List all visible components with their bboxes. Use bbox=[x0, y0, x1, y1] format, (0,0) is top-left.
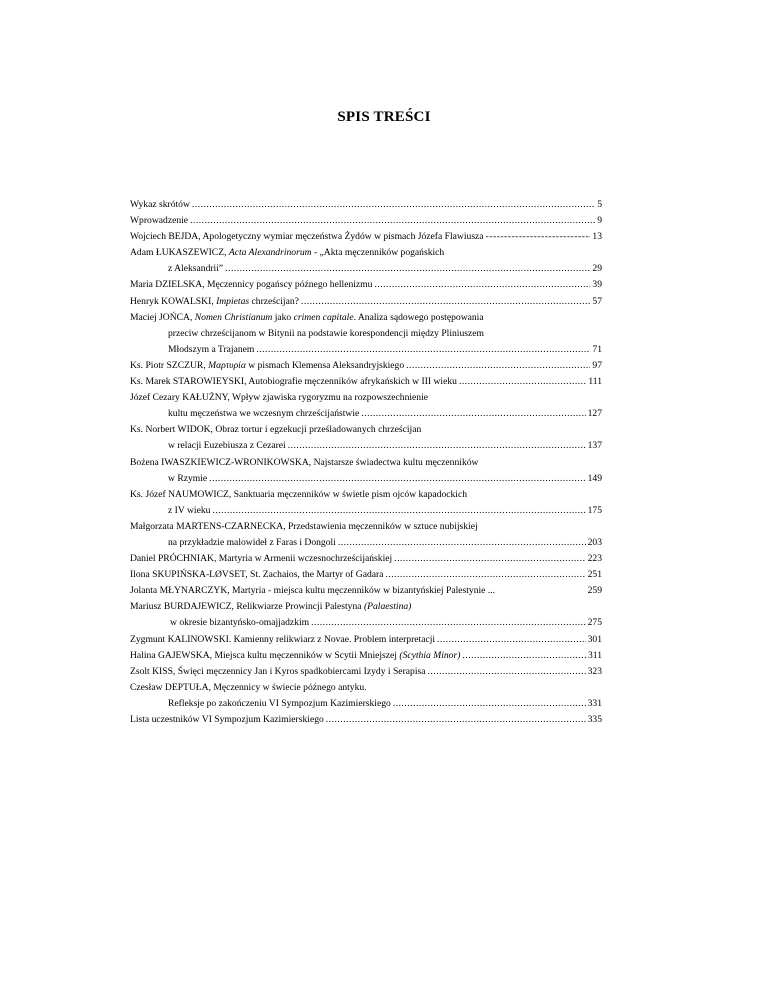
toc-entry-text: w Rzymie bbox=[168, 472, 208, 484]
toc-entry bbox=[130, 583, 602, 599]
toc-entry bbox=[130, 632, 602, 648]
toc-entry-text: z IV wieku bbox=[168, 504, 211, 516]
dot-leader bbox=[288, 438, 586, 454]
toc-page-number: 137 bbox=[587, 440, 602, 452]
toc-entry-text: Ilona SKUPIŃSKA-LØVSET, St. Zachaios, the Martyr of Gadara bbox=[130, 569, 384, 581]
toc-page-number: 111 bbox=[588, 376, 602, 388]
toc-entry-continuation bbox=[130, 503, 602, 519]
toc-page-number: 39 bbox=[592, 279, 602, 291]
toc-entry-text: w relacji Euzebiusza z Cezarei bbox=[168, 440, 286, 452]
toc-entry bbox=[130, 422, 602, 438]
toc-page-number: 275 bbox=[587, 617, 602, 629]
toc-page-number: 71 bbox=[592, 343, 602, 355]
toc-entry bbox=[130, 197, 602, 213]
toc-page-number: 175 bbox=[587, 504, 602, 516]
toc-entry-text: Ks. Norbert WIDOK, Obraz tortur i egzekucji prześladowanych chrześcijan bbox=[130, 424, 422, 436]
toc-entry-text: Maciej JOŃCA, Nomen Christianum jako crimen capitale. Analiza sądowego postępowania bbox=[130, 311, 484, 323]
dot-leader bbox=[301, 294, 590, 310]
toc-page-number: 149 bbox=[587, 472, 602, 484]
dot-leader bbox=[394, 551, 585, 567]
toc-entry bbox=[130, 455, 602, 471]
toc-page-number: 13 bbox=[592, 231, 602, 243]
toc-page-number: 251 bbox=[587, 569, 602, 581]
toc-entry-text: Bożena IWASZKIEWICZ-WRONIKOWSKA, Najstarsze świadectwa kultu męczenników bbox=[130, 456, 479, 468]
toc-entry bbox=[130, 277, 602, 293]
dot-leader bbox=[374, 277, 590, 293]
toc-entry-text: Mariusz BURDAJEWICZ, Relikwiarze Prowincji Palestyna (Palaestina) bbox=[130, 601, 412, 613]
toc-entry bbox=[130, 664, 602, 680]
toc-entry-text: Młodszym a Trajanem bbox=[168, 343, 255, 355]
dot-leader bbox=[406, 358, 590, 374]
toc-entry-text: Refleksje po zakończeniu VI Sympozjum Kazimierskiego bbox=[168, 697, 391, 709]
toc-entry-text: przeciw chrześcijanom w Bitynii na podstawie korespondencji między Pliniuszem bbox=[168, 327, 484, 339]
dot-leader bbox=[385, 567, 585, 583]
dot-leader bbox=[225, 261, 590, 277]
toc-entry bbox=[130, 712, 602, 728]
dot-leader bbox=[338, 535, 586, 551]
toc-entry-continuation bbox=[130, 326, 602, 342]
toc-page-number: 259 bbox=[587, 585, 602, 597]
toc-page-number: 203 bbox=[587, 536, 602, 548]
toc-entry-text: Maria DZIELSKA, Męczennicy pogańscy późnego hellenizmu bbox=[130, 279, 373, 291]
toc-entry-text: Zsolt KISS, Święci męczennicy Jan i Kyros spadkobiercami Izydy i Serapisa bbox=[130, 665, 426, 677]
toc-entry bbox=[130, 551, 602, 567]
toc-entry bbox=[130, 567, 602, 583]
toc-page-number: 29 bbox=[592, 263, 602, 275]
dot-leader bbox=[393, 696, 586, 712]
toc-entry-continuation bbox=[130, 406, 602, 422]
toc-entry-text: Adam ŁUKASZEWICZ, Acta Alexandrinorum - „Akta męczenników pogańskich bbox=[130, 247, 445, 259]
dash-leader bbox=[486, 229, 591, 245]
toc-page-number: 223 bbox=[587, 553, 602, 565]
dot-leader bbox=[462, 648, 586, 664]
toc-entry-continuation bbox=[130, 535, 602, 551]
toc-entry-continuation bbox=[130, 471, 602, 487]
dot-leader bbox=[311, 615, 586, 631]
toc-entry bbox=[130, 390, 602, 406]
dot-leader bbox=[192, 197, 595, 213]
toc-entry bbox=[130, 648, 602, 664]
dot-leader bbox=[212, 503, 585, 519]
toc-entry-text: Józef Cezary KAŁUŻNY, Wpływ zjawiska rygoryzmu na rozpowszechnienie bbox=[130, 392, 429, 404]
toc-entry-text: Ks. Marek STAROWIEYSKI, Autobiografie męczenników afrykańskich w III wieku bbox=[130, 376, 457, 388]
toc-entry-text: Daniel PRÓCHNIAK, Martyria w Armenii wczesnochrześcijańskiej bbox=[130, 553, 393, 565]
toc-entry bbox=[130, 599, 602, 615]
toc-entry-text: Zygmunt KALINOWSKI. Kamienny relikwiarz z Novae. Problem interpretacji bbox=[130, 633, 436, 645]
toc-entry-text: Wprowadzenie bbox=[130, 215, 189, 227]
toc-entry bbox=[130, 294, 602, 310]
dot-leader bbox=[427, 664, 585, 680]
page-title: SPIS TREŚCI bbox=[337, 109, 431, 125]
toc-entry-text: na przykładzie malowideł z Faras i Dongoli bbox=[168, 536, 336, 548]
toc-page-number: 127 bbox=[587, 408, 602, 420]
table-of-contents bbox=[130, 197, 602, 728]
toc-entry-text: Ks. Józef NAUMOWICZ, Sanktuaria męczenników w świetle pism ojców kapadockich bbox=[130, 488, 468, 500]
toc-entry-continuation bbox=[130, 696, 602, 712]
dot-leader bbox=[361, 406, 585, 422]
toc-entry-continuation bbox=[130, 342, 602, 358]
toc-entry bbox=[130, 374, 602, 390]
toc-entry-text: Małgorzata MARTENS-CZARNECKA, Przedstawienia męczenników w sztuce nubijskiej bbox=[130, 520, 478, 532]
toc-entry-text: Wykaz skrótów bbox=[130, 199, 190, 210]
dot-leader bbox=[459, 374, 586, 390]
toc-entry-text: Halina GAJEWSKA, Miejsca kultu męczenników w Scytii Mniejszej (Scythia Minor) bbox=[130, 649, 461, 661]
dot-leader bbox=[326, 712, 586, 728]
toc-page-number: 323 bbox=[587, 665, 602, 677]
toc-page-number: 301 bbox=[587, 633, 602, 645]
toc-entry bbox=[130, 680, 602, 696]
toc-page-number: 335 bbox=[587, 714, 602, 725]
toc-entry-continuation bbox=[130, 615, 602, 631]
toc-entry bbox=[130, 310, 602, 326]
toc-entry bbox=[130, 358, 602, 374]
toc-entry-continuation bbox=[130, 438, 602, 454]
toc-entry bbox=[130, 229, 602, 245]
toc-entry-text: w okresie bizantyńsko-omajjadzkim bbox=[170, 617, 310, 629]
dot-leader bbox=[190, 213, 595, 229]
toc-entry-text: Jolanta MŁYNARCZYK, Martyria - miejsca kultu męczenników w bizantyńskiej Palestynie ... bbox=[130, 585, 496, 597]
dot-leader bbox=[256, 342, 590, 358]
toc-page-number: 331 bbox=[587, 697, 602, 709]
toc-page-number: 5 bbox=[597, 199, 602, 210]
toc-entry-text: Wojciech BEJDA, Apologetyczny wymiar męczeństwa Żydów w pismach Józefa Flawiusza bbox=[130, 231, 484, 243]
toc-entry-text: Ks. Piotr SZCZUR, Μαρτυρία w pismach Klemensa Aleksandryjskiego bbox=[130, 359, 405, 371]
toc-entry-text: z Aleksandrii” bbox=[168, 263, 224, 275]
toc-entry bbox=[130, 519, 602, 535]
toc-entry-text: Henryk KOWALSKI, Impietas chrześcijan? bbox=[130, 295, 299, 307]
toc-page-number: 9 bbox=[597, 215, 602, 227]
dot-leader bbox=[209, 471, 585, 487]
toc-entry-text: Lista uczestników VI Sympozjum Kazimierskiego bbox=[130, 714, 324, 725]
toc-entry bbox=[130, 487, 602, 503]
toc-page-number: 57 bbox=[592, 295, 602, 307]
toc-entry-continuation bbox=[130, 261, 602, 277]
toc-entry bbox=[130, 245, 602, 261]
toc-entry-text: kultu męczeństwa we wczesnym chrześcijaństwie bbox=[168, 408, 360, 420]
toc-page-number: 311 bbox=[587, 649, 602, 661]
dot-leader bbox=[437, 632, 586, 648]
toc-entry-text: Czesław DEPTUŁA, Męczennicy w świecie późnego antyku. bbox=[130, 681, 367, 693]
toc-entry bbox=[130, 213, 602, 229]
toc-page-number: 97 bbox=[592, 359, 602, 371]
